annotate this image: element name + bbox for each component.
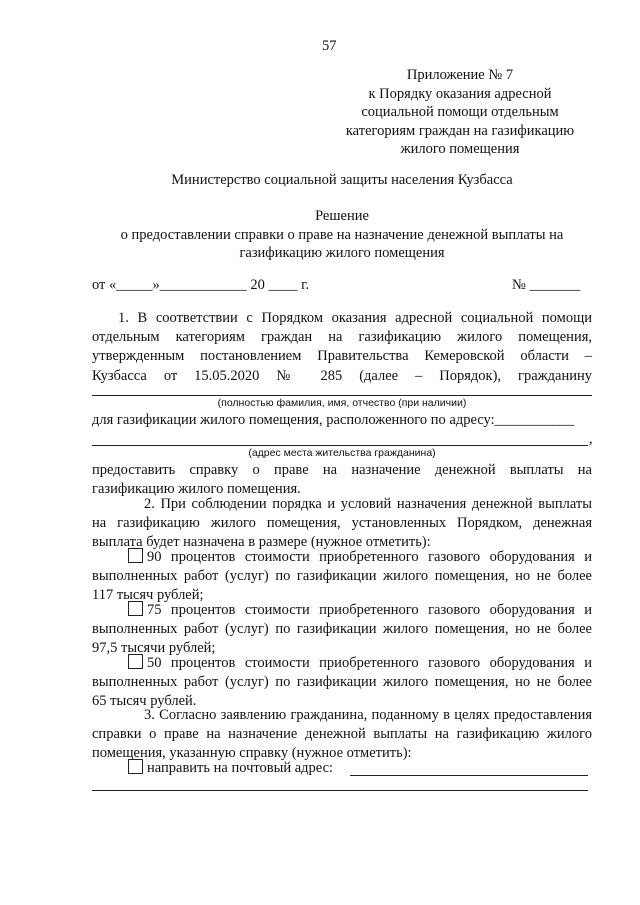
appendix-line-4: категориям граждан на газификацию	[345, 122, 575, 139]
number-field[interactable]: № _______	[512, 277, 581, 293]
para1-line-3: утвержденным постановлением Правительства Кемеровской области –	[92, 348, 592, 365]
option-90	[92, 548, 592, 606]
option-90-text-1: 90 процентов стоимости приобретенного газового оборудования и	[147, 549, 592, 565]
address-caption: (адрес места жительства гражданина)	[248, 447, 436, 459]
option-50-text-1: 50 процентов стоимости приобретенного газового оборудования и	[147, 655, 592, 671]
paragraph-2	[92, 495, 592, 553]
para3-line-1: 3. Согласно заявлению гражданина, поданному в целях предоставления	[144, 707, 592, 723]
title-line-3: газификацию жилого помещения	[239, 245, 445, 261]
para2-line-2: на газификацию жилого помещения, установленных Порядком, денежная	[92, 515, 592, 532]
para3-line-2: справки о праве на назначение денежной выплаты на газификацию жилого	[92, 726, 592, 743]
appendix-header	[330, 66, 590, 159]
title-line-1: Решение	[315, 208, 369, 224]
option-50-line-1	[92, 654, 592, 673]
decision-title	[92, 207, 592, 263]
grant-text	[92, 461, 592, 499]
para3-line-3: помещения, указанную справку (нужное отметить):	[92, 745, 412, 762]
send-mail-option	[128, 759, 333, 777]
option-50-line-3: 65 тысяч рублей.	[92, 693, 197, 710]
address-line[interactable]: для газификации жилого помещения, расположенного по адресу:___________	[92, 412, 575, 428]
para2-line-1: 2. При соблюдении порядка и условий назначения денежной выплаты	[144, 496, 592, 512]
option-50	[92, 654, 592, 712]
option-50-line-2: выполненных работ (услуг) по газификации жилого помещения, но не более	[92, 674, 592, 691]
para1-line-2: отдельным категориям граждан на газификацию жилого помещения,	[92, 329, 592, 346]
grant-line-1: предоставить справку о праве на назначение денежной выплаты на	[92, 462, 592, 478]
send-mail-label: направить на почтовый адрес:	[147, 760, 334, 776]
paragraph-1	[92, 309, 592, 386]
option-90-line-1	[92, 548, 592, 567]
fio-underline[interactable]	[92, 395, 592, 396]
appendix-line-1: Приложение № 7	[406, 67, 514, 83]
option-75-line-2: выполненных работ (услуг) по газификации жилого помещения, но не более	[92, 621, 592, 638]
mail-address-underline-2[interactable]	[92, 790, 588, 791]
fio-caption: (полностью фамилия, имя, отчество (при наличии)	[217, 397, 467, 409]
para1-line-1: 1. В соответствии с Порядком оказания адресной социальной помощи	[118, 310, 592, 326]
option-90-line-3: 117 тысяч рублей;	[92, 587, 204, 604]
option-50-checkbox[interactable]	[128, 654, 143, 669]
option-75-line-3: 97,5 тысячи рублей;	[92, 640, 216, 657]
title-line-2: о предоставлении справки о праве на назначение денежной выплаты на	[120, 226, 564, 243]
appendix-line-2: к Порядку оказания адресной	[368, 85, 552, 102]
appendix-line-5: жилого помещения	[400, 141, 520, 157]
mail-address-underline[interactable]	[350, 775, 588, 776]
send-mail-checkbox[interactable]	[128, 759, 143, 774]
option-75-text-1: 75 процентов стоимости приобретенного газового оборудования и	[147, 602, 592, 618]
para1-line-4: Кузбасса от 15.05.2020 № 285 (далее – Порядок), гражданину	[92, 367, 592, 384]
appendix-line-3: социальной помощи отдельным	[361, 104, 559, 120]
option-90-checkbox[interactable]	[128, 548, 143, 563]
option-90-line-2: выполненных работ (услуг) по газификации жилого помещения, но не более	[92, 568, 592, 585]
address-underline[interactable]	[92, 445, 588, 446]
address-comma: ,	[589, 431, 593, 447]
para2-line-3: выплата будет назначена в размере (нужное отметить):	[92, 534, 431, 551]
page-number: 57	[322, 38, 337, 54]
ministry-name: Министерство социальной защиты населения Кузбасса	[171, 172, 513, 188]
option-75	[92, 601, 592, 659]
grant-line-2: газификацию жилого помещения.	[92, 481, 301, 498]
option-75-checkbox[interactable]	[128, 601, 143, 616]
date-field[interactable]: от «_____»____________ 20 ____ г.	[92, 277, 310, 293]
option-75-line-1	[92, 601, 592, 620]
paragraph-3	[92, 706, 592, 764]
